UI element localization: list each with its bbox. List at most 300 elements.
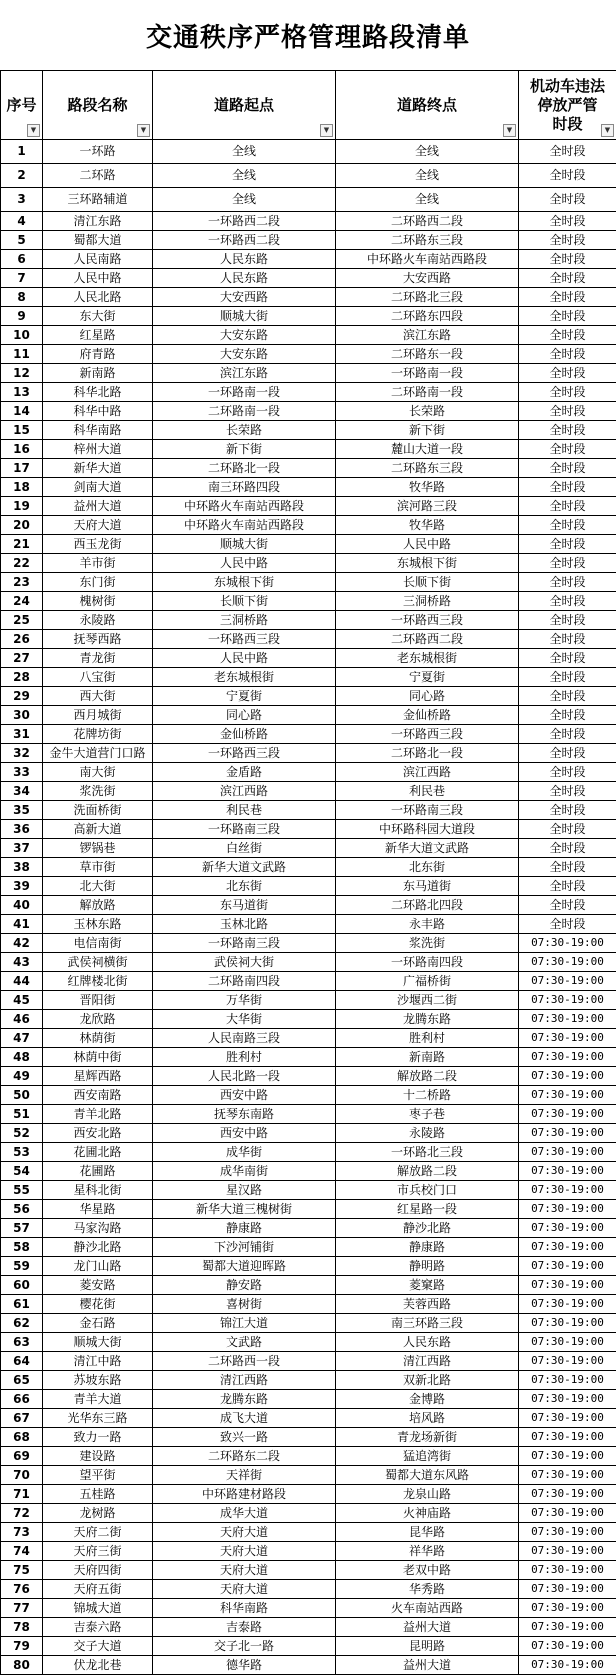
table-row <box>1 269 616 288</box>
row-number: 72 <box>1 1504 43 1523</box>
table-row <box>1 725 616 744</box>
control-period: 全时段 <box>519 307 616 326</box>
road-end: 二环路东一段 <box>336 345 519 364</box>
road-start: 全线 <box>153 164 336 188</box>
road-name: 天府三街 <box>43 1542 153 1561</box>
row-number: 66 <box>1 1390 43 1409</box>
page-title: 交通秩序严格管理路段清单 <box>145 22 470 53</box>
row-number: 31 <box>1 725 43 744</box>
road-name: 红牌楼北街 <box>43 972 153 991</box>
table-row <box>1 440 616 459</box>
row-number: 26 <box>1 630 43 649</box>
road-name: 青羊北路 <box>43 1105 153 1124</box>
table-row <box>1 535 616 554</box>
road-end: 滨江西路 <box>336 763 519 782</box>
row-number: 4 <box>1 212 43 231</box>
header-road-start-label: 道路起点 <box>213 95 274 114</box>
road-name: 吉泰六路 <box>43 1618 153 1637</box>
row-number: 27 <box>1 649 43 668</box>
road-end: 牧华路 <box>336 478 519 497</box>
row-number: 62 <box>1 1314 43 1333</box>
road-end: 二环路北三段 <box>336 288 519 307</box>
road-end: 益州大道 <box>336 1656 519 1675</box>
road-start: 白丝街 <box>153 839 336 858</box>
road-start: 二环路西一段 <box>153 1352 336 1371</box>
control-period: 全时段 <box>519 915 616 934</box>
road-end: 沙堰西二街 <box>336 991 519 1010</box>
filter-dropdown-icon[interactable]: ▼ <box>601 124 614 137</box>
table-row <box>1 1618 616 1637</box>
road-end: 昆华路 <box>336 1523 519 1542</box>
row-number: 17 <box>1 459 43 478</box>
road-end: 金仙桥路 <box>336 706 519 725</box>
road-end: 老双中路 <box>336 1561 519 1580</box>
table-row <box>1 896 616 915</box>
row-number: 74 <box>1 1542 43 1561</box>
filter-dropdown-icon[interactable]: ▼ <box>137 124 150 137</box>
control-period: 全时段 <box>519 459 616 478</box>
control-period: 全时段 <box>519 478 616 497</box>
control-period: 全时段 <box>519 440 616 459</box>
road-end: 一环路北三段 <box>336 1143 519 1162</box>
road-start: 东马道街 <box>153 896 336 915</box>
road-end: 二环路东四段 <box>336 307 519 326</box>
row-number: 59 <box>1 1257 43 1276</box>
road-start: 二环路北一段 <box>153 459 336 478</box>
road-start: 南三环路四段 <box>153 478 336 497</box>
row-number: 61 <box>1 1295 43 1314</box>
row-number: 68 <box>1 1428 43 1447</box>
table-row <box>1 1561 616 1580</box>
header-road-end-label: 道路终点 <box>396 95 457 114</box>
road-end: 人民中路 <box>336 535 519 554</box>
table-row <box>1 1067 616 1086</box>
road-end: 青龙场新街 <box>336 1428 519 1447</box>
road-name: 金石路 <box>43 1314 153 1333</box>
road-name: 星科北街 <box>43 1181 153 1200</box>
road-name: 顺城大街 <box>43 1333 153 1352</box>
road-start: 中环路建材路段 <box>153 1485 336 1504</box>
road-end: 新下街 <box>336 421 519 440</box>
control-period: 全时段 <box>519 744 616 763</box>
road-name: 三环路辅道 <box>43 188 153 212</box>
control-period: 07:30-19:00 <box>519 1238 616 1257</box>
road-name: 洗面桥街 <box>43 801 153 820</box>
control-period: 全时段 <box>519 140 616 164</box>
row-number: 14 <box>1 402 43 421</box>
road-start: 星汉路 <box>153 1181 336 1200</box>
table-row <box>1 516 616 535</box>
row-number: 52 <box>1 1124 43 1143</box>
control-period: 全时段 <box>519 345 616 364</box>
header-road-name <box>43 71 153 140</box>
row-number: 25 <box>1 611 43 630</box>
control-period: 07:30-19:00 <box>519 1086 616 1105</box>
road-end: 解放路二段 <box>336 1162 519 1181</box>
road-name: 清江东路 <box>43 212 153 231</box>
control-period: 全时段 <box>519 188 616 212</box>
road-name: 西大街 <box>43 687 153 706</box>
road-name: 梓州大道 <box>43 440 153 459</box>
control-period: 全时段 <box>519 896 616 915</box>
road-end: 二环路北一段 <box>336 744 519 763</box>
table-header-row <box>1 71 616 140</box>
table-row <box>1 1314 616 1333</box>
header-period <box>519 71 616 140</box>
control-period: 07:30-19:00 <box>519 1029 616 1048</box>
control-period: 07:30-19:00 <box>519 1485 616 1504</box>
control-period: 全时段 <box>519 820 616 839</box>
control-period: 07:30-19:00 <box>519 1599 616 1618</box>
road-name: 天府大道 <box>43 516 153 535</box>
road-end: 蜀都大道东风路 <box>336 1466 519 1485</box>
row-number: 63 <box>1 1333 43 1352</box>
filter-dropdown-icon[interactable]: ▼ <box>503 124 516 137</box>
row-number: 29 <box>1 687 43 706</box>
control-period: 07:30-19:00 <box>519 1295 616 1314</box>
table-row <box>1 1200 616 1219</box>
road-name: 天府五街 <box>43 1580 153 1599</box>
road-name: 星辉西路 <box>43 1067 153 1086</box>
road-end: 牧华路 <box>336 516 519 535</box>
road-start: 武侯祠大街 <box>153 953 336 972</box>
control-period: 全时段 <box>519 763 616 782</box>
road-name: 林荫中街 <box>43 1048 153 1067</box>
road-name: 菱安路 <box>43 1276 153 1295</box>
row-number: 37 <box>1 839 43 858</box>
control-period: 全时段 <box>519 421 616 440</box>
road-end: 老东城根街 <box>336 649 519 668</box>
control-period: 07:30-19:00 <box>519 1333 616 1352</box>
road-name: 西安北路 <box>43 1124 153 1143</box>
table-row <box>1 383 616 402</box>
table-row <box>1 1542 616 1561</box>
road-name: 玉林东路 <box>43 915 153 934</box>
road-name: 羊市街 <box>43 554 153 573</box>
row-number: 24 <box>1 592 43 611</box>
table-row <box>1 706 616 725</box>
road-start: 喜树街 <box>153 1295 336 1314</box>
row-number: 1 <box>1 140 43 164</box>
table-row <box>1 1238 616 1257</box>
table-row <box>1 877 616 896</box>
road-end: 大安西路 <box>336 269 519 288</box>
road-end: 益州大道 <box>336 1618 519 1637</box>
table-row <box>1 1428 616 1447</box>
road-name: 光华东三路 <box>43 1409 153 1428</box>
road-start: 中环路火车南站西路段 <box>153 516 336 535</box>
table-row <box>1 573 616 592</box>
table-row <box>1 915 616 934</box>
header-road-end <box>336 71 519 140</box>
road-start: 三洞桥路 <box>153 611 336 630</box>
table-row <box>1 1048 616 1067</box>
road-name: 林荫街 <box>43 1029 153 1048</box>
header-period-line: 机动车违法 <box>529 76 605 95</box>
control-period: 全时段 <box>519 497 616 516</box>
road-start: 顺城大街 <box>153 535 336 554</box>
table-row <box>1 858 616 877</box>
control-period: 全时段 <box>519 801 616 820</box>
road-start: 蜀都大道迎晖路 <box>153 1257 336 1276</box>
row-number: 69 <box>1 1447 43 1466</box>
row-number: 70 <box>1 1466 43 1485</box>
table-row <box>1 1447 616 1466</box>
road-name: 青龙街 <box>43 649 153 668</box>
table-row <box>1 1409 616 1428</box>
road-start: 大华街 <box>153 1010 336 1029</box>
control-period: 07:30-19:00 <box>519 1371 616 1390</box>
control-period: 全时段 <box>519 269 616 288</box>
table-row <box>1 1162 616 1181</box>
road-name: 解放路 <box>43 896 153 915</box>
row-number: 10 <box>1 326 43 345</box>
road-name: 花牌坊街 <box>43 725 153 744</box>
road-end: 宁夏街 <box>336 668 519 687</box>
table-row <box>1 1352 616 1371</box>
road-end: 二环路东三段 <box>336 459 519 478</box>
control-period: 全时段 <box>519 592 616 611</box>
road-end: 麓山大道一段 <box>336 440 519 459</box>
row-number: 46 <box>1 1010 43 1029</box>
road-name: 金牛大道营门口路 <box>43 744 153 763</box>
road-start: 天祥街 <box>153 1466 336 1485</box>
road-start: 人民东路 <box>153 250 336 269</box>
row-number: 80 <box>1 1656 43 1675</box>
control-period: 全时段 <box>519 364 616 383</box>
control-period: 全时段 <box>519 649 616 668</box>
row-number: 23 <box>1 573 43 592</box>
row-number: 50 <box>1 1086 43 1105</box>
road-name: 龙欣路 <box>43 1010 153 1029</box>
table-row <box>1 1124 616 1143</box>
road-end: 枣子巷 <box>336 1105 519 1124</box>
road-name: 科华中路 <box>43 402 153 421</box>
table-row <box>1 1181 616 1200</box>
road-name: 花圃北路 <box>43 1143 153 1162</box>
control-period: 07:30-19:00 <box>519 1067 616 1086</box>
road-name: 人民南路 <box>43 250 153 269</box>
control-period: 07:30-19:00 <box>519 1276 616 1295</box>
road-name: 新华大道 <box>43 459 153 478</box>
control-period: 全时段 <box>519 877 616 896</box>
table-row <box>1 1333 616 1352</box>
road-end: 一环路南四段 <box>336 953 519 972</box>
control-period: 全时段 <box>519 231 616 250</box>
control-period: 07:30-19:00 <box>519 1561 616 1580</box>
road-name: 科华北路 <box>43 383 153 402</box>
row-number: 18 <box>1 478 43 497</box>
road-end: 北东街 <box>336 858 519 877</box>
row-number: 58 <box>1 1238 43 1257</box>
road-end: 东城根下街 <box>336 554 519 573</box>
road-end: 新华大道文武路 <box>336 839 519 858</box>
road-end: 火车南站西路 <box>336 1599 519 1618</box>
road-start: 成华街 <box>153 1143 336 1162</box>
row-number: 30 <box>1 706 43 725</box>
row-number: 76 <box>1 1580 43 1599</box>
road-start: 新华大道文武路 <box>153 858 336 877</box>
control-period: 07:30-19:00 <box>519 1162 616 1181</box>
road-start: 长荣路 <box>153 421 336 440</box>
road-end: 龙腾东路 <box>336 1010 519 1029</box>
road-end: 东马道街 <box>336 877 519 896</box>
road-start: 西安中路 <box>153 1086 336 1105</box>
road-end: 菱窠路 <box>336 1276 519 1295</box>
row-number: 32 <box>1 744 43 763</box>
table-row <box>1 1371 616 1390</box>
control-period: 07:30-19:00 <box>519 1105 616 1124</box>
row-number: 48 <box>1 1048 43 1067</box>
table-row <box>1 478 616 497</box>
road-name: 青羊大道 <box>43 1390 153 1409</box>
road-name: 抚琴西路 <box>43 630 153 649</box>
road-end: 永陵路 <box>336 1124 519 1143</box>
control-period: 07:30-19:00 <box>519 1447 616 1466</box>
road-start: 新华大道三槐树街 <box>153 1200 336 1219</box>
table-row <box>1 991 616 1010</box>
road-name: 伏龙北巷 <box>43 1656 153 1675</box>
road-name: 电信南街 <box>43 934 153 953</box>
row-number: 28 <box>1 668 43 687</box>
road-name: 致力一路 <box>43 1428 153 1447</box>
road-name: 龙门山路 <box>43 1257 153 1276</box>
road-start: 滨江东路 <box>153 364 336 383</box>
table-row <box>1 630 616 649</box>
road-name: 天府四街 <box>43 1561 153 1580</box>
table-row <box>1 421 616 440</box>
road-name: 北大街 <box>43 877 153 896</box>
table-row <box>1 1143 616 1162</box>
road-start: 静安路 <box>153 1276 336 1295</box>
road-start: 下沙河铺街 <box>153 1238 336 1257</box>
table-row <box>1 459 616 478</box>
table-row <box>1 1257 616 1276</box>
road-name: 天府二街 <box>43 1523 153 1542</box>
road-end: 市兵校门口 <box>336 1181 519 1200</box>
control-period: 全时段 <box>519 383 616 402</box>
road-start: 长顺下街 <box>153 592 336 611</box>
road-start: 全线 <box>153 140 336 164</box>
control-period: 07:30-19:00 <box>519 953 616 972</box>
table-row <box>1 1295 616 1314</box>
road-start: 天府大道 <box>153 1542 336 1561</box>
road-end: 南三环路三段 <box>336 1314 519 1333</box>
road-name: 府青路 <box>43 345 153 364</box>
road-end: 新南路 <box>336 1048 519 1067</box>
road-name: 人民中路 <box>43 269 153 288</box>
road-end: 三洞桥路 <box>336 592 519 611</box>
road-start: 胜利村 <box>153 1048 336 1067</box>
road-name: 草市街 <box>43 858 153 877</box>
road-name: 槐树街 <box>43 592 153 611</box>
road-start: 大安东路 <box>153 326 336 345</box>
road-end: 华秀路 <box>336 1580 519 1599</box>
road-end: 二环路西二段 <box>336 212 519 231</box>
road-end: 一环路西三段 <box>336 611 519 630</box>
road-start: 成华大道 <box>153 1504 336 1523</box>
road-name: 剑南大道 <box>43 478 153 497</box>
table-row <box>1 188 616 212</box>
row-number: 75 <box>1 1561 43 1580</box>
table-row <box>1 1580 616 1599</box>
road-name: 交子大道 <box>43 1637 153 1656</box>
road-start: 新下街 <box>153 440 336 459</box>
road-name: 晋阳街 <box>43 991 153 1010</box>
road-end: 十二桥路 <box>336 1086 519 1105</box>
road-start: 文武路 <box>153 1333 336 1352</box>
road-start: 滨江西路 <box>153 782 336 801</box>
row-number: 51 <box>1 1105 43 1124</box>
table-row <box>1 212 616 231</box>
road-end: 二环路南一段 <box>336 383 519 402</box>
control-period: 07:30-19:00 <box>519 1580 616 1599</box>
row-number: 49 <box>1 1067 43 1086</box>
table-row <box>1 668 616 687</box>
row-number: 64 <box>1 1352 43 1371</box>
filter-dropdown-icon[interactable]: ▼ <box>27 124 40 137</box>
row-number: 5 <box>1 231 43 250</box>
row-number: 57 <box>1 1219 43 1238</box>
road-name: 望平街 <box>43 1466 153 1485</box>
road-end: 猛追湾街 <box>336 1447 519 1466</box>
row-number: 7 <box>1 269 43 288</box>
control-period: 全时段 <box>519 212 616 231</box>
control-period: 07:30-19:00 <box>519 1257 616 1276</box>
table-row <box>1 592 616 611</box>
road-end: 滨河路三段 <box>336 497 519 516</box>
road-start: 吉泰路 <box>153 1618 336 1637</box>
road-start: 二环路东二段 <box>153 1447 336 1466</box>
road-start: 中环路火车南站西路段 <box>153 497 336 516</box>
control-period: 07:30-19:00 <box>519 1409 616 1428</box>
table-row <box>1 687 616 706</box>
road-start: 一环路西三段 <box>153 630 336 649</box>
road-end: 人民东路 <box>336 1333 519 1352</box>
road-name: 红星路 <box>43 326 153 345</box>
row-number: 6 <box>1 250 43 269</box>
road-start: 人民中路 <box>153 554 336 573</box>
road-name: 新南路 <box>43 364 153 383</box>
table-row <box>1 345 616 364</box>
road-name: 西玉龙街 <box>43 535 153 554</box>
road-start: 静康路 <box>153 1219 336 1238</box>
road-name: 花圃路 <box>43 1162 153 1181</box>
control-period: 全时段 <box>519 687 616 706</box>
road-start: 锦江大道 <box>153 1314 336 1333</box>
table-row <box>1 1599 616 1618</box>
row-number: 77 <box>1 1599 43 1618</box>
filter-dropdown-icon[interactable]: ▼ <box>320 124 333 137</box>
control-period: 全时段 <box>519 402 616 421</box>
road-start: 一环路南三段 <box>153 934 336 953</box>
table-row <box>1 953 616 972</box>
road-end: 二环路北四段 <box>336 896 519 915</box>
road-start: 清江西路 <box>153 1371 336 1390</box>
row-number: 45 <box>1 991 43 1010</box>
row-number: 78 <box>1 1618 43 1637</box>
road-name: 西安南路 <box>43 1086 153 1105</box>
road-start: 龙腾东路 <box>153 1390 336 1409</box>
road-name: 八宝街 <box>43 668 153 687</box>
road-end: 二环路东三段 <box>336 231 519 250</box>
road-name: 科华南路 <box>43 421 153 440</box>
table-row <box>1 972 616 991</box>
control-period: 07:30-19:00 <box>519 1466 616 1485</box>
control-period: 07:30-19:00 <box>519 1143 616 1162</box>
road-start: 一环路南一段 <box>153 383 336 402</box>
row-number: 38 <box>1 858 43 877</box>
